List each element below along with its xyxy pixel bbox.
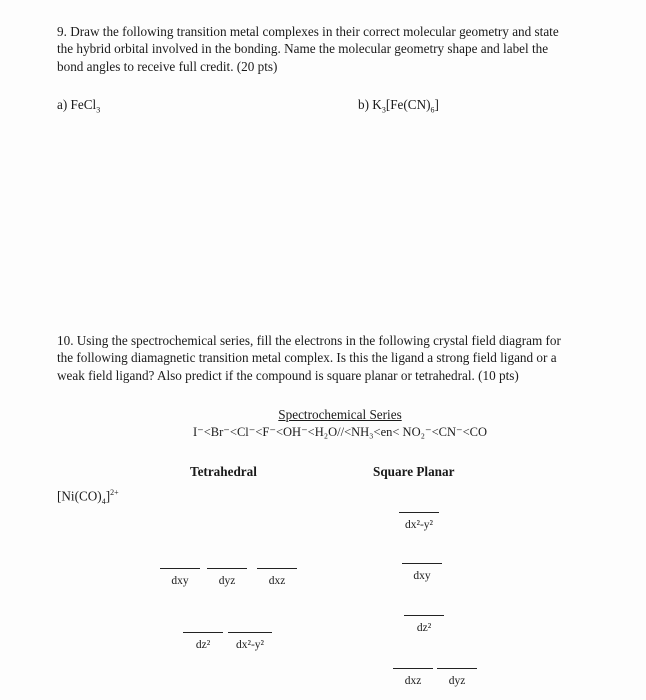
orbital-label: dyz	[218, 575, 236, 587]
tetra-orbital-dxz	[257, 568, 297, 587]
sq-orbital-dyz	[437, 668, 477, 687]
orbital-label: dxz	[268, 575, 286, 587]
q9-line-2: the hybrid orbital involved in the bonding. Name the molecular geometry shape and label the	[57, 41, 549, 57]
q9-part-a-label: a) FeCl	[57, 97, 97, 112]
orbital-label: dz²	[416, 622, 432, 634]
q9-part-b-end: ]	[434, 97, 439, 112]
q9-part-b-label: b) K	[358, 97, 382, 112]
orbital-line	[399, 512, 439, 513]
orbital-line	[228, 632, 272, 633]
sq-orbital-dx2y2	[399, 512, 439, 531]
orbital-line	[404, 615, 444, 616]
orbital-label: dxz	[404, 675, 422, 687]
orbital-line	[160, 568, 200, 569]
orbital-line	[402, 563, 442, 564]
q9-line-1: 9. Draw the following transition metal complexes in their correct molecular geometry and state	[57, 24, 559, 39]
tetra-orbital-dz2	[183, 632, 223, 651]
orbital-line	[183, 632, 223, 633]
sq-orbital-dz2	[404, 615, 444, 634]
orbital-line	[393, 668, 433, 669]
q9-part-a-sub: 3	[96, 105, 101, 115]
orbital-line	[257, 568, 297, 569]
q9-part-b-sub2: 6	[430, 105, 435, 115]
q10-line-3: weak field ligand? Also predict if the compound is square planar or tetrahedral. (10 pts)	[57, 367, 519, 383]
q9-line-3: bond angles to receive full credit. (20 pts)	[57, 58, 278, 74]
complex-sub: 4	[101, 497, 106, 507]
question-10-text	[57, 332, 637, 384]
tetra-orbital-dx2y2	[228, 632, 272, 651]
tetra-orbital-dxy	[160, 568, 200, 587]
complex-formula	[57, 484, 119, 510]
spectrochemical-series-title: Spectrochemical Series	[278, 407, 402, 422]
orbital-line	[207, 568, 247, 569]
orbital-label: dxy	[171, 575, 189, 587]
q9-part-b	[358, 96, 439, 119]
q9-part-a	[57, 96, 100, 119]
complex-main: [Ni(CO)	[57, 488, 102, 504]
orbital-label: dxy	[413, 570, 431, 582]
tetrahedral-label: Tetrahedral	[190, 464, 257, 479]
sq-orbital-dxz	[393, 668, 433, 687]
spectrochemical-series: I⁻<Br⁻<Cl⁻<F⁻<OH⁻<H₂O//<NH₃<en< NO₂⁻<CN⁻<CO	[193, 425, 487, 439]
q9-part-b-mid: [Fe(CN)	[385, 97, 431, 112]
orbital-label: dyz	[448, 675, 466, 687]
q10-line-2: the following diamagnetic transition metal complex. Is this the ligand a strong field ligand or a	[57, 350, 557, 366]
q9-part-b-sub1: 3	[381, 105, 386, 115]
complex-charge: 2+	[110, 488, 119, 497]
orbital-label: dx²-y²	[405, 519, 433, 531]
complex-end: ]	[105, 488, 111, 504]
sq-orbital-dxy	[402, 563, 442, 582]
orbital-label: dx²-y²	[236, 639, 264, 651]
question-9-text	[57, 23, 637, 75]
orbital-line	[437, 668, 477, 669]
orbital-label: dz²	[195, 639, 211, 651]
tetra-orbital-dyz	[207, 568, 247, 587]
square-planar-label: Square Planar	[373, 464, 455, 479]
q10-line-1: 10. Using the spectrochemical series, fill the electrons in the following crystal field diagram for	[57, 333, 561, 348]
